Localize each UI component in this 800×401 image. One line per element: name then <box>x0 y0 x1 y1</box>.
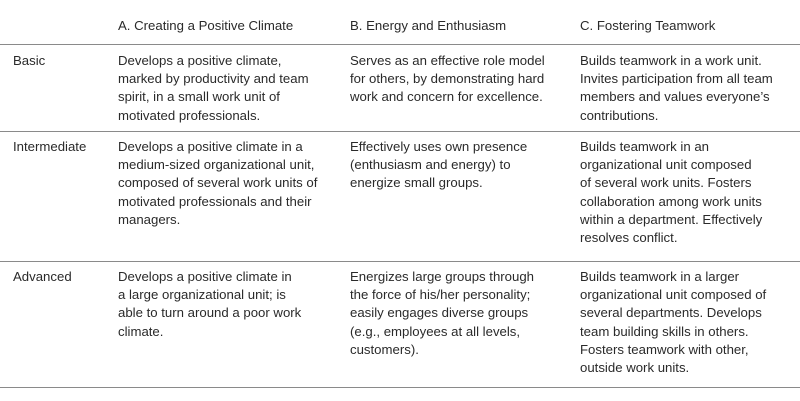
cell-basic-energy: Serves as an effective role model for others, by demonstrating hard work and concern for excellence. <box>350 53 545 105</box>
column-header-energy-enthusiasm: B. Energy and Enthusiasm <box>350 18 507 33</box>
column-header-fostering-teamwork: C. Fostering Teamwork <box>580 18 716 33</box>
cell-intermediate-climate: Develops a positive climate in a medium-sized organizational unit, composed of several work units of motivated professionals and their managers. <box>118 139 318 227</box>
table-divider-header <box>0 44 800 45</box>
row-label-advanced: Advanced <box>13 269 72 284</box>
cell-intermediate-teamwork: Builds teamwork in an organizational unit composed of several work units. Fosters collaboration among work units within a department. Effectively resolves conflict. <box>580 139 763 246</box>
cell-basic-climate: Develops a positive climate, marked by productivity and team spirit, in a small work unit of motivated professionals. <box>118 53 309 123</box>
cell-advanced-climate: Develops a positive climate in a large organizational unit; is able to turn around a poor work climate. <box>118 269 302 339</box>
cell-advanced-energy: Energizes large groups through the force of his/her personality; easily engages diverse groups (e.g., employees at all levels, customers). <box>350 269 535 357</box>
table-divider-bottom <box>0 387 800 388</box>
table-divider-row-2 <box>0 261 800 262</box>
column-header-creating-positive-climate: A. Creating a Positive Climate <box>118 18 294 33</box>
row-label-intermediate: Intermediate <box>13 139 87 154</box>
cell-basic-teamwork: Builds teamwork in a work unit. Invites participation from all team members and values everyone’s contributions. <box>580 53 773 123</box>
cell-advanced-teamwork: Builds teamwork in a larger organizational unit composed of several departments. Develops team building skills in others. Fosters teamwork with other, outside work units. <box>580 269 767 376</box>
cell-intermediate-energy: Effectively uses own presence (enthusiasm and energy) to energize small groups. <box>350 139 528 191</box>
row-label-basic: Basic <box>13 53 46 68</box>
table-divider-row-1 <box>0 131 800 132</box>
